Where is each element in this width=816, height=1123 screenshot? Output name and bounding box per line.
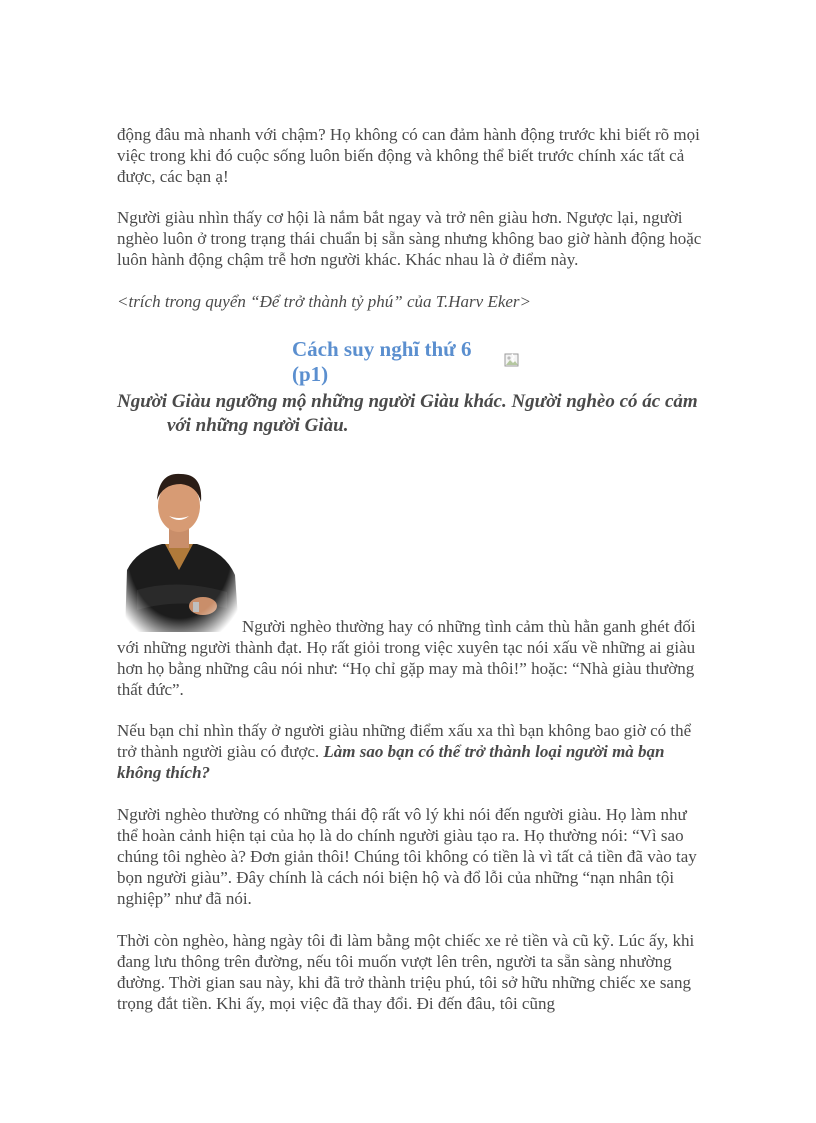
paragraph-3 [117,616,702,700]
paragraph-6: Thời còn nghèo, hàng ngày tôi đi làm bằng một chiếc xe rẻ tiền và cũ kỹ. Lúc ấy, khi đang lưu thông trên đường, nếu tôi muốn vượt lên trên, người ta sẵn sàng nhường đường. Thời gian sau này, khi đã trở thành triệu phú, tôi sở hữu những chiếc xe sang trọng đắt tiền. Khi ấy, mọi việc đã thay đổi. Đi đến đâu, tôi cũng [117,931,695,1013]
paragraph-2: Người giàu nhìn thấy cơ hội là nắm bắt ngay và trở nên giàu hơn. Ngược lại, người nghèo luôn ở trong trạng thái chuẩn bị sẵn sàng nhưng không bao giờ hành động hoặc luôn hành động chậm trễ hơn người khác. Khác nhau là ở điểm này. [117,208,702,269]
broken-image-icon [503,351,521,369]
paragraph-4 [117,720,702,783]
citation: <trích trong quyển “Để trở thành tỷ phú” của T.Harv Eker> [117,292,532,311]
paragraph-5: Người nghèo thường có những thái độ rất vô lý khi nói đến người giàu. Họ làm như thể hoàn cảnh hiện tại của họ là do chính người giàu tạo ra. Họ thường nói: “Vì sao chúng tôi nghèo à? Đơn giản thôi! Chúng tôi không có tiền là vì tất cả tiền đã vào tay bọn người giàu”. Đây chính là cách nói biện hộ và đổ lỗi của những “nạn nhân tội nghiệp” như đã nói. [117,805,697,908]
section-heading: Cách suy nghĩ thứ 6 (p1) [292,337,472,386]
paragraph-3-text: Người nghèo thường hay có những tình cảm thù hằn ganh ghét đối với những người thành đạt. Họ rất giỏi trong việc xuyên tạc nói xấu về những ai giàu hơn họ bằng những câu nói như: “Họ chỉ gặp may mà thôi!” hoặc: “Nhà giàu thường thất đức”. [117,617,696,699]
paragraph-4-emphasis: Làm sao bạn có thể trở thành loại người mà bạn không thích? [117,742,665,782]
man-portrait-photo [117,460,242,632]
paragraph-1: động đâu mà nhanh với chậm? Họ không có can đảm hành động trước khi biết rõ mọi việc trong khi đó cuộc sống luôn biến động và không thể biết trước chính xác tất cả được, các bạn ạ! [117,125,700,186]
paragraph-4-text: Nếu bạn chỉ nhìn thấy ở người giàu những điểm xấu xa thì bạn không bao giờ có thể trở thành người giàu có được. [117,721,692,761]
section-subheading: Người Giàu ngưỡng mộ những người Giàu khác. Người nghèo có ác cảm với những người Giàu. [117,391,698,436]
